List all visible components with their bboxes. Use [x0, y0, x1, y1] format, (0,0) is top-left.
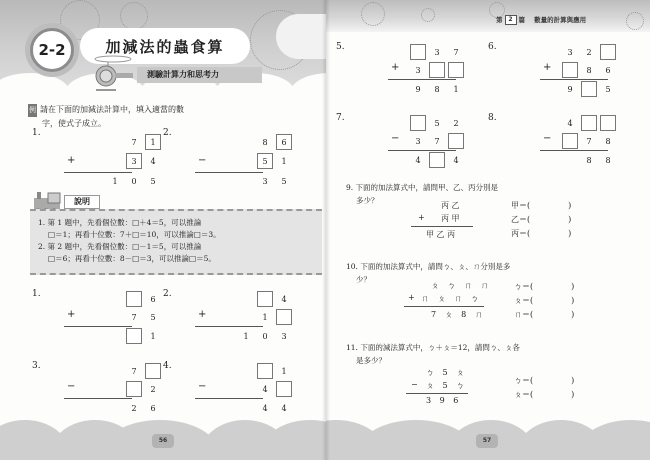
problem-7: 7. 5 2 − 3 7 4 4 — [336, 113, 476, 173]
answer-box[interactable]: 6 — [276, 134, 292, 150]
letter-arithmetic-9: 丙 乙 + 丙 甲 甲 乙 丙 — [386, 200, 486, 250]
answer-box[interactable] — [600, 44, 616, 60]
answer-field[interactable]: ㄅ＝( ) — [514, 282, 575, 291]
answer-box[interactable] — [429, 152, 445, 168]
answer-field[interactable]: 丙＝( ) — [511, 229, 572, 238]
problem-1: 1. 6 + 7 5 1 — [32, 289, 152, 349]
answer-box[interactable] — [448, 133, 464, 149]
answer-box[interactable]: 1 — [145, 134, 161, 150]
explanation-tab: 說明 — [64, 195, 100, 209]
answer-field[interactable]: ㄅ＝( ) — [514, 376, 575, 385]
answer-box[interactable] — [600, 115, 616, 131]
answer-box[interactable] — [276, 309, 292, 325]
answer-box[interactable] — [581, 115, 597, 131]
firework-decoration-icon — [120, 2, 148, 30]
letter-arithmetic-11: ㄅ 5 ㄆ − ㄆ 5 ㄅ 3 9 6 — [386, 367, 486, 417]
word-problem-9: 9. 下面的加法算式中，請問甲、乙、丙分別是 多少？ — [346, 183, 499, 205]
chapter-title: 數量的計算與應用 — [534, 16, 587, 24]
letter-arithmetic-10: ㄆ ㄅ ㄇ ㄇ + ㄇ ㄆ ㄇ ㄅ 7 ㄆ 8 ㄇ — [386, 280, 496, 330]
answer-field[interactable]: 甲＝( ) — [511, 201, 572, 210]
answer-field[interactable]: 乙＝( ) — [511, 215, 572, 224]
answer-box[interactable] — [410, 115, 426, 131]
answer-box[interactable] — [276, 381, 292, 397]
page-number: 56 — [152, 434, 174, 448]
section-title: 加減法的蟲食算 — [80, 28, 250, 64]
example-problem-2: 2. 8 6 − 5 1 3 5 — [163, 128, 283, 188]
answer-box[interactable] — [126, 291, 142, 307]
problem-3: 3. 7 − 2 2 6 — [32, 361, 152, 421]
answers-11 — [514, 375, 574, 403]
answers-9 — [511, 200, 571, 242]
example-instruction: 例 請在下面的加減法計算中，填入適當的數 字，使式子成立。 — [29, 105, 184, 128]
problem-5: 5. 3 7 + 3 9 8 1 — [336, 42, 476, 102]
problem-2: 2. 4 + 1 1 0 3 — [163, 289, 283, 349]
page-number: 57 — [476, 434, 498, 448]
book-gutter — [322, 0, 330, 460]
chapter-label: 第 2 篇 數量的計算與應用 — [496, 16, 587, 24]
answer-box[interactable] — [126, 381, 142, 397]
answer-box[interactable] — [257, 291, 273, 307]
cloud-decoration — [276, 14, 326, 59]
example-problem-1: 1. 7 1 + 3 4 1 0 5 — [32, 128, 152, 188]
answer-box[interactable] — [562, 133, 578, 149]
answer-field[interactable]: ㄆ＝( ) — [514, 390, 575, 399]
problem-4: 4. 1 − 4 4 4 — [163, 361, 283, 421]
answer-box[interactable] — [448, 62, 464, 78]
answer-box[interactable] — [126, 328, 142, 344]
problem-6: 6. 3 2 + 8 6 9 5 — [488, 42, 628, 102]
problem-8: 8. 4 − 7 8 8 8 — [488, 113, 628, 173]
answer-box[interactable] — [410, 44, 426, 60]
section-badge: 2-2 — [30, 28, 74, 72]
example-tag: 例 — [28, 104, 37, 117]
answer-field[interactable]: ㄇ＝( ) — [514, 310, 575, 319]
answer-box[interactable]: 3 — [126, 153, 142, 169]
word-problem-10: 10. 下面的加法算式中，請問ㄅ、ㄆ、ㄇ分別是多 少？ — [346, 262, 511, 284]
answer-box[interactable] — [145, 363, 161, 379]
answer-field[interactable]: ㄆ＝( ) — [514, 296, 575, 305]
answer-box[interactable]: 5 — [257, 153, 273, 169]
explanation-box: 1. 第 1 題中，先看個位數：□＋4＝5，可以推論 □＝1；再看十位數：7＋□＝10，可以推論□＝3。 2. 第 2 題中，先看個位數：□－1＝5，可以推論 □＝6；再看十位數：8－□＝3，可以推論□＝5。 — [30, 209, 322, 275]
right-page-header — [326, 0, 650, 32]
answer-box[interactable] — [429, 62, 445, 78]
firework-decoration-icon — [421, 8, 435, 22]
word-problem-11: 11. 下面的減法算式中，ㄅ＋ㄆ＝12，請問ㄅ、ㄆ各 是多少？ — [346, 343, 520, 365]
answer-box[interactable] — [581, 81, 597, 97]
calendar-icon: 2 — [505, 15, 517, 25]
section-subtitle: 測驗計算力和思考力 — [137, 67, 262, 83]
answer-box[interactable] — [562, 62, 578, 78]
firework-decoration-icon — [626, 12, 644, 30]
answers-10 — [514, 281, 574, 323]
helicopter-icon — [88, 54, 138, 94]
answer-box[interactable] — [257, 363, 273, 379]
firework-decoration-icon — [361, 2, 385, 26]
right-page — [326, 0, 650, 460]
